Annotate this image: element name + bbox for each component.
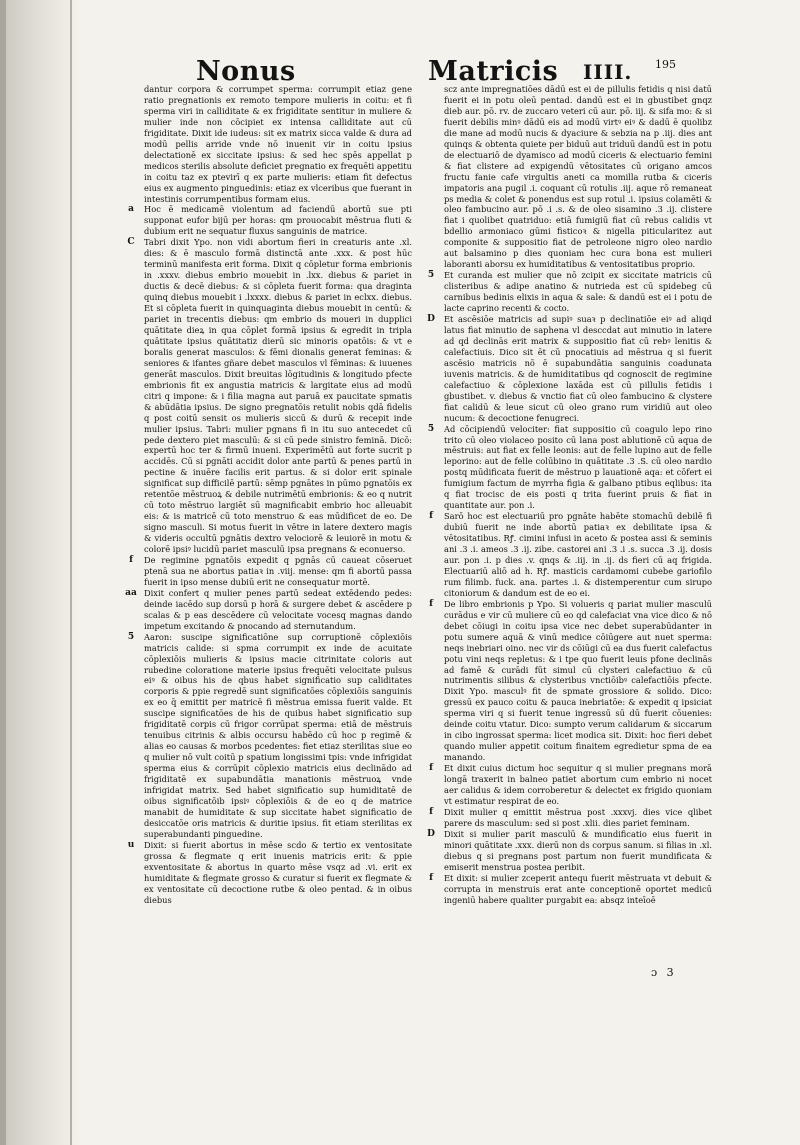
margin-marker: C bbox=[127, 237, 135, 248]
paragraph bbox=[427, 828, 712, 873]
margin-marker: a bbox=[128, 204, 134, 215]
book-number-roman: IIII. bbox=[583, 60, 633, 84]
paragraph bbox=[429, 806, 712, 829]
paragraph-text: Hoc ē medicamē violentum ad faciendū abortū sue pti supponat eufor bijū per horas: qm prouocabit mēstrua fluti & dubium erit ne sequatur fluxus sanguinis de matrice. bbox=[144, 204, 412, 237]
paragraph bbox=[127, 237, 412, 555]
paragraph bbox=[444, 84, 712, 270]
paragraph bbox=[125, 587, 412, 632]
margin-marker: f bbox=[429, 511, 433, 522]
margin-marker: f bbox=[429, 598, 433, 609]
paragraph bbox=[128, 204, 412, 237]
running-head-right: Matricis bbox=[428, 56, 559, 87]
gathering-signature: ɔ 3 bbox=[651, 966, 677, 979]
margin-marker: 5 bbox=[427, 423, 435, 434]
paragraph-text: Dixit si mulier parit masculū & mundificatio eius fuerit in minori quātitate .xxx. dierū non ds corpus sanum. si filias in .xl. diebus q si pregnans post partum non fuerit mundificata & emiserit menstrua postea peribit. bbox=[444, 828, 712, 872]
paragraph bbox=[427, 314, 712, 424]
paragraph-text: Et curanda est mulier que nō zcipit ex siccitate matricis cū clisteribus & adipe anatino & nutrieda est cū spidebeg cū carnibus bedinis elixis in aqua & sale: & dandū est ei i potu de lacte caprino recenti & cocto. bbox=[444, 270, 712, 314]
paragraph-text: Tabri dixit Ypo. non vidi abortum fieri in creaturis ante .xl. dies: & ē masculo formā distinctā ante .xxx. & post hūc terminū manifesta erit forma. Dixit q cōpletur forma embrionis in .xxxv. diebus embrio mouebit in .lxx. diebus & pariet in ductis & decē diebus: & si cōpleta fuerit forma: qua draginta quinq diebus mouebit i .lxxxx. diebus & pariet in eclxx. diebus. Et si cōpleta fuerit in quinquaginta diebus mouebit in centū: & pariet in trecentis diebus: qm embrio ds moueri in dupplici quātitate dieꝝ in qua cōplet formā ipsius & egredit in tripla quātitate ipsius quātitatiz dierū sic minoris opatōis: & vt e boralis generat masculos: & fēmi dionalis generat feminas: & seniores & ifantes gñare debet masculos vl fēminas: & iuuenes generāt masculos. Dixit breuitas lōgitudinis & longitudo pfecte embrionis fit ex angustia matricis & largitate eius ad modū citri q impone: & i filia magna aut paruā ex paucitate spmatis & abūdātia ipsius. De signo pregnatōis retulit nobis qdā fidelis q post coitū sensit os mulieris siccū & durū & recepit inde mulier ipsius. Tabri: mulier pgnans fi in itu suo antecedet cū pede dextero piet masculū: & si cū pede sinistro feminā. Dicō: expertū hoc ter & firmū inueni. Experimētū aut forte sucrit p accidēs. Cū si pgnāti accidit dolor ante partū & penes partū in pectine & inuēre facilis erit partus. & si dolor erit spinale significat sup difficilē partū: sēmp pgnātes in pūmo pgnatōis ex retentōe mēstruoꝝ & debile nutrimētū embrionis: & eo q nutrit cū toto mēstruo largiēt sū magnificabit embrio hoc alleuabit eis: & is matricē cū toto menstruo & eas mūdificet de eo. De signo masculi. Si motus fuerit in vētre in latere dextero magis & videris occultū pgnātis dextro velociorē & leuiorē in motu & colorē ipsiꝰ lucidū pariet masculū ipsa pregnans & econuerso. bbox=[144, 237, 412, 555]
margin-marker: aa bbox=[125, 587, 137, 598]
margin-marker: f bbox=[429, 763, 433, 774]
margin-marker: D bbox=[427, 828, 435, 839]
paragraph-text: scz ante impregnatiōes dādū est ei de pillulis fetidis q nisi datū fuerit ei in potu oleū pentad. dandū est ei in gbustibet gnqz dieb aur. pō. rv. de zuccaro veteri cū aur. pō. iij. & sifa mo: & si fuerit debilis minꝰ dādū eis ad modū virtꝰ eiꝰ & dadū ē quolibz die mane ad modū nucis & dyaciure & sebzia na p .iij. dies ant quinqs & obtenta quiete per biduū aut triduū dandū est in potu de electuariō de dyamisco ad modū ciceris & electuario femini & fiat clistere ad expigendū vētositates cū origano amcos fructu fanie cafe virgultis aneti ca momilla rutba & ciceris impatoris ana pugil .i. coquant cū rotulis .iij. aque rō remaneat ps media & colet & ponendus est sup rotul .i. ipsius colamēti & oleo fambucino aur. pō .i .s. & de oleo sisamino .3 .ij. clistere fiat i quolibet quatriduo: etiā fumigiū fiat cū rebus calidis vt bdellio armoniaco gūmi fisticoꝛ & nigella piticularitez aut componite & suppositio fiat de petroleone nigro oleo nardio aut balsamino p dies quoniam hec cura bona est mulieri laboranti aborsu ex humiditatibus & ventositatibus proprio. bbox=[444, 84, 712, 270]
paragraph-text: dantur corpora & corrumpet sperma: corrumpit etiaz gene ratio pregnationis ex remoto tempore mulieris in coitu: et fi sperma viri in calliditate & ex frigiditate sentitur in muliere & mulier inde non cōcipiet ex intensa calliditate aut cū frigiditate. Dixit ide iudeus: sit ex matrix sicca valde & dura ad modū pellis arride vnde nō inuenit vir in coitu ipsius delectationē ex siccitate ipsius: & sed hec spēs appellat p medicos sterilis absolute deficiet pregnatio ex frequēti appetitu in coitu taz ex ptevirī q ex parte mulieris: etiam fit defectus eius ex augmento pinguedinis: etiaz ex vlceribus que fuerant in intestinis corrumpentibus formam eius. bbox=[144, 84, 412, 204]
margin-marker: D bbox=[427, 314, 435, 325]
paragraph-text: Dixit: si fuerit abortus in mēse scdo & tertio ex ventositate grossa & flegmate q erit inuenis matricis erit: & ppie exventositate & abortus in quarto mēse vsqz ad .vi. erit ex humiditate & flegmate grosso & curatur si fuerit ex flegmate & ex ventositate cū decoctione rutbe & oleo pentad. & in oibus diebus bbox=[144, 839, 412, 905]
paragraph bbox=[127, 839, 412, 906]
paragraph-text: Et dixit: si mulier zceperit antequ fuerit mēstruata vt debuit & corrupta in menstruis erat ante conceptionē oportet medicū ingeniū habere qualiter purgabit ea: absqz inteīoē bbox=[444, 872, 712, 905]
paragraph-text: Ad cōcipiendū velociter: fiat suppositio cū coagulo lepo rino trito cū oleo violaceo posito cū lana post ablutionē cū aqua de mēstruis: aut fiat ex felle leonis: aut de felle lupino aut de felle leporino: aut de felle colūbino in quātitate .3 .S. cū oleo nardio postq mūdificata fuerit de mēstruo p lauationē aqa: et cōfert ei fumigium factum de myrrha figia & galbano ptibus eqlibus: ita q fiat trocisc de eis posti q trita fuerint pruis & fiat in quantitate aur. pon .i. bbox=[444, 423, 712, 511]
paragraph bbox=[429, 598, 712, 763]
paragraph bbox=[429, 511, 712, 599]
margin-marker: u bbox=[127, 839, 135, 850]
paragraph-text: De regimine pgnatōis expedit q pgnās cū caueat cōseruet ptenā sua ne abortus patiaꝛ in .viij. mense: qm fi abortū passa fuerit in ipso mense dubiū erit ne consequatur mortē. bbox=[144, 554, 412, 587]
paragraph-text: Et dixit cuius dictum hoc sequitur q si mulier pregnans morā longā traxerit in balneo patiet abortum cum embrio ni nocet aer calidus & idem corroberetur & delectet ex frigido quoniam vt estimatur respirat de eo. bbox=[444, 763, 712, 806]
paragraph bbox=[129, 554, 412, 588]
margin-marker: f bbox=[129, 554, 133, 565]
margin-marker: f bbox=[429, 872, 433, 883]
running-head-left: Nonus bbox=[196, 56, 296, 87]
paragraph bbox=[429, 763, 712, 807]
paragraph bbox=[144, 84, 412, 204]
page-edge-shadow bbox=[0, 0, 6, 1145]
right-text-column bbox=[427, 84, 712, 905]
binding-fold-line bbox=[70, 0, 72, 1145]
margin-marker: 5 bbox=[427, 270, 435, 281]
paragraph-text: Dixit confert q mulier penes partū sedeat extēdendo pedes: deinde iacēdo sup dorsū p horā & surgere debet & ascēdere p scalas & p eas descēdere cū velocitate vocesq magnas dando impetum excitando & pnocando ad sternutandum. bbox=[144, 587, 412, 631]
paragraph bbox=[427, 270, 712, 314]
paragraph bbox=[429, 872, 712, 906]
paragraph bbox=[427, 423, 712, 512]
margin-marker: 5 bbox=[127, 631, 135, 642]
paragraph-text: Aaron: suscipe significatiōne sup corruptionē cōplexiōis matricis calide: si spma corrumpit ex inde de acuitate cōplexiōis mulieris & ipsius macie citrinitate coloris aut rubedine coloratione materie ipsius frequēti velocitate pulsus eiꝰ & oibus his de qbus habet significatio sup caliditates corporis & ppie regredē sunt significatōes cōplexiōis sanguinis ex eo q̄ emittit per matricē fi mēstrua emissa fuerit valde. Et suscipe significatōes de his de quibus habet significatio sup frigiditatē corpis cū frigor corrūpat sperma: etiā de mēstruis tenuibus citrinis & albis occursu habēdo cū hoc p regimē & alias eo causas & morbos pcedentes: fiet etiaz sterilitas siue eo q mulier nō vult coitū p spatium longissimi tpis: vnde infrigidat sperma eius & corrūpit cōplexio matricis eius declinādo ad frigiditatē ex supabundātia manationis mēstruoꝝ vnde infrigidat matrix. Sed habet significatio sup humiditatē de oibus significatōib ipsiꝰ cōplexiōis & de eo q de matrice manabit de humiditate & sup siccitate habet significatio de desiccatōe oris matricis & duritie ipsius. fit etiam sterilitas ex superabundanti pinguedine. bbox=[144, 631, 412, 839]
folio-number: 195 bbox=[655, 58, 676, 71]
paragraph-text: Dixit mulier q emittit mēstrua post .xxxvj. dies vice qlibet parere ds masculum: sed si post .xlii. dies pariet feminam. bbox=[444, 806, 712, 828]
paragraph-text: Sarō hoc est electuariū pro pgnāte habēte stomachū debilē fi dubiū fuerit ne inde abortū patiaꝛ ex debilitate ipsa & vētositatibus. Rꝭ. cimini infusi in aceto & postea assi & seminis ani .3 .i. ameos .3 .ij. zibe. castorei ani .3 .i .s. succa .3 .ij. dosis aur. pon .i. p dies .v. qnqs & .iij. in .ij. ds fieri cū aq frigida. Electuariū aliō ad h. Rꝭ. masticis cardamomi cubebe gariofilo rum filimb. fuck. ana. partes .i. & distemperentur cum sirupo citoniorum & dandum est de eo ei. bbox=[444, 511, 712, 598]
left-text-column bbox=[125, 84, 412, 905]
paragraph-text: Et ascēsiōe matricis ad supiꝰ suaꝛ p declinatiōe eiꝰ ad aliqd latus fiat minutio de saphena vl desccdat aut minutio in latere ad qd declinās erit matrix & suppositio fiat cū rebꝰ lenitis & calefactiuis. Dico sit ēt cū pnocatiuis ad mēstrua q si fuerit ascēsio matricis nō ē supabundātia sanguinis coadunata iuvenis matricis. & de humiditatibus qd cognoscit de regimine calefactiuo & cōplexione laxāda est cū pillulis fetidis i gbustibet. v. diebus & vnctio fiat cū oleo fambucino & clystere fiat calidū & leue sicut cū oleo grano rum viridiū aut oleo nucum: & decoctione fenugreci. bbox=[444, 314, 712, 423]
paragraph-text: De libro embrionis p Ypo. Si volueris q pariat mulier masculū curādus e vir cū muliere cū eo qd calefaciat vna vice dico & nō debet cōiugi in coitu ipsa vice nec debet superabūdanter in potu sumere aquā & vinū medice cōiūgere aut nuet sperma: neqs inebriari oino. nec vir ds cōiūgi cū ea dus fuerit calefactus potu vini neqs repletus: & i tpe quo fuerit leuis pfone declinās ad famē & curādi fūt simul cū clysteri calefactiuo & cū nutrimentis silibus & clysteribus vnctiōibꝰ calefactiōis pfecte. Dixit Ypo. masculꝰ fit de spmate grossiore & solido. Dico: gressū ex pauco coitu & pauca inebriatōe: & expedit q ipsiciat sperma viri q si fuerit tenue ingressū sū dū fuerit cōuenies: deinde coitu vtatur. Dico: sumpto verum calidarum & siccarum in cibo ingrossat sperma: licet modica sit. Dixit: hoc fieri debet quando mulier appetit coitum finaitem egredietur spma de ea manando. bbox=[444, 598, 712, 763]
margin-marker: f bbox=[429, 806, 433, 817]
paragraph bbox=[127, 631, 412, 840]
